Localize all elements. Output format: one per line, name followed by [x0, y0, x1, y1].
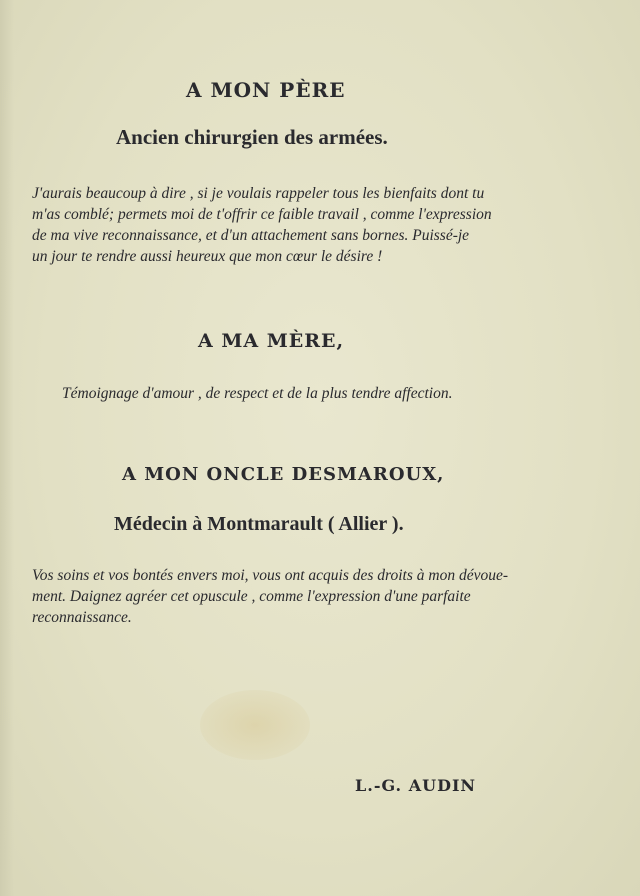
- dedication-father-line: m'as comblé; permets moi de t'offrir ce faible travail , comme l'expression: [32, 206, 492, 223]
- dedication-mother-title: A MA MÈRE,: [198, 330, 345, 352]
- dedication-uncle-subtitle: Médecin à Montmarault ( Allier ).: [114, 513, 404, 535]
- page-binding-shadow: [0, 0, 14, 896]
- dedication-uncle-line: ment. Daignez agréer cet opuscule , comme l'expression d'une parfaite: [32, 588, 471, 605]
- dedication-father-line: de ma vive reconnaissance, et d'un attachement sans bornes. Puissé-je: [32, 227, 470, 244]
- dedication-father-text: [32, 183, 612, 267]
- dedication-uncle-text: [32, 565, 622, 628]
- dedication-father-line: J'aurais beaucoup à dire , si je voulais rappeler tous les bienfaits dont tu: [32, 185, 485, 202]
- dedication-uncle-line: Vos soins et vos bontés envers moi, vous ont acquis des droits à mon dévoue-: [32, 567, 508, 584]
- paper-stain: [200, 690, 310, 760]
- dedication-father-title: A MON PÈRE: [186, 78, 346, 102]
- dedication-uncle-line: reconnaissance.: [32, 609, 132, 626]
- dedication-father-line: un jour te rendre aussi heureux que mon cœur le désire !: [32, 248, 383, 265]
- dedication-mother-text: Témoignage d'amour , de respect et de la plus tendre affection.: [62, 385, 453, 402]
- dedication-father-subtitle: Ancien chirurgien des armées.: [116, 125, 388, 149]
- signature: L.-G. AUDIN: [355, 776, 477, 795]
- dedication-uncle-title: A MON ONCLE DESMAROUX,: [122, 464, 445, 485]
